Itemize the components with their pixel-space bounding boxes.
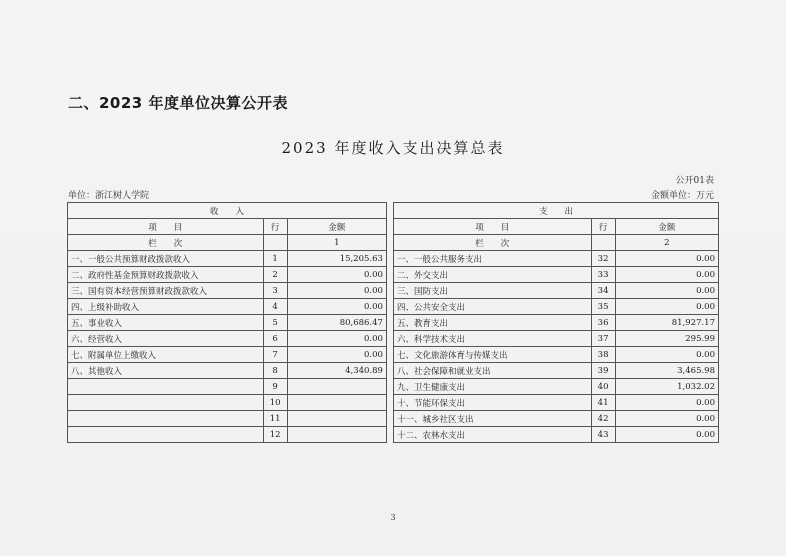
expense-item-cell: 九、卫生健康支出 bbox=[393, 379, 591, 395]
form-code: 公开01表 bbox=[675, 176, 714, 186]
income-item-cell: 一、一般公共预算财政拨款收入 bbox=[68, 251, 264, 267]
income-row-number: 11 bbox=[263, 411, 287, 427]
expense-item-cell: 一、一般公共服务支出 bbox=[393, 251, 591, 267]
income-row-number: 3 bbox=[263, 283, 287, 299]
income-header: 收 入 bbox=[68, 203, 387, 219]
income-row-number: 1 bbox=[263, 251, 287, 267]
table-row bbox=[68, 347, 719, 363]
income-item-cell: 五、事业收入 bbox=[68, 315, 264, 331]
expense-row-number: 36 bbox=[591, 315, 615, 331]
expense-column-label: 栏 次 bbox=[393, 235, 591, 251]
income-amount-cell: 0.00 bbox=[287, 267, 386, 283]
expense-row-number: 43 bbox=[591, 427, 615, 443]
expense-column-index: 2 bbox=[615, 235, 718, 251]
expense-item-cell: 六、科学技术支出 bbox=[393, 331, 591, 347]
expense-row-header: 行 bbox=[591, 219, 615, 235]
income-item-cell: 四、上级补助收入 bbox=[68, 299, 264, 315]
expense-row-number: 40 bbox=[591, 379, 615, 395]
table-row bbox=[68, 251, 719, 267]
expense-item-cell: 二、外交支出 bbox=[393, 267, 591, 283]
expense-amount-cell: 0.00 bbox=[615, 411, 718, 427]
expense-amount-cell: 0.00 bbox=[615, 251, 718, 267]
header-row-columns bbox=[68, 219, 719, 235]
income-column-label: 栏 次 bbox=[68, 235, 264, 251]
income-item-cell: 六、经营收入 bbox=[68, 331, 264, 347]
expense-item-cell: 十二、农林水支出 bbox=[393, 427, 591, 443]
income-item-cell: 三、国有资本经营预算财政拨款收入 bbox=[68, 283, 264, 299]
expense-amount-cell: 3,465.98 bbox=[615, 363, 718, 379]
table-row bbox=[68, 363, 719, 379]
income-row-number: 4 bbox=[263, 299, 287, 315]
income-amount-cell: 0.00 bbox=[287, 283, 386, 299]
income-amount-cell bbox=[287, 427, 386, 443]
income-item-cell: 二、政府性基金预算财政拨款收入 bbox=[68, 267, 264, 283]
expense-row-number: 33 bbox=[591, 267, 615, 283]
expense-amount-cell: 0.00 bbox=[615, 395, 718, 411]
income-amount-cell bbox=[287, 395, 386, 411]
expense-row-number: 32 bbox=[591, 251, 615, 267]
table-row bbox=[68, 267, 719, 283]
expense-item-cell: 十一、城乡社区支出 bbox=[393, 411, 591, 427]
expense-item-cell: 十、节能环保支出 bbox=[393, 395, 591, 411]
table-row bbox=[68, 427, 719, 443]
expense-row-number: 42 bbox=[591, 411, 615, 427]
income-row-number: 5 bbox=[263, 315, 287, 331]
expense-amount-cell: 0.00 bbox=[615, 347, 718, 363]
income-amount-header: 金额 bbox=[287, 219, 386, 235]
table-row bbox=[68, 299, 719, 315]
table-row bbox=[68, 411, 719, 427]
expense-amount-cell: 1,032.02 bbox=[615, 379, 718, 395]
document-title: 2023 年度收入支出决算总表 bbox=[281, 139, 505, 157]
expense-item-cell: 五、教育支出 bbox=[393, 315, 591, 331]
expense-row-number: 39 bbox=[591, 363, 615, 379]
income-item-cell: 七、附属单位上缴收入 bbox=[68, 347, 264, 363]
expense-row-number: 41 bbox=[591, 395, 615, 411]
income-row-number: 10 bbox=[263, 395, 287, 411]
income-column-index: 1 bbox=[287, 235, 386, 251]
income-amount-cell bbox=[287, 379, 386, 395]
income-item-cell bbox=[68, 395, 264, 411]
income-item-cell: 八、其他收入 bbox=[68, 363, 264, 379]
table-row bbox=[68, 379, 719, 395]
expense-amount-header: 金额 bbox=[615, 219, 718, 235]
expense-item-header: 项 目 bbox=[393, 219, 591, 235]
expense-row-number: 38 bbox=[591, 347, 615, 363]
income-expense-table bbox=[67, 202, 719, 443]
income-amount-cell: 0.00 bbox=[287, 347, 386, 363]
income-item-cell bbox=[68, 411, 264, 427]
expense-item-cell: 八、社会保障和就业支出 bbox=[393, 363, 591, 379]
income-item-cell bbox=[68, 427, 264, 443]
table-row bbox=[68, 395, 719, 411]
income-row-header: 行 bbox=[263, 219, 287, 235]
expense-amount-cell: 81,927.17 bbox=[615, 315, 718, 331]
income-amount-cell bbox=[287, 411, 386, 427]
expense-amount-cell: 0.00 bbox=[615, 427, 718, 443]
income-row-number: 9 bbox=[263, 379, 287, 395]
table-row bbox=[68, 283, 719, 299]
expense-row-number: 37 bbox=[591, 331, 615, 347]
expense-row-number: 34 bbox=[591, 283, 615, 299]
header-row-sections bbox=[68, 203, 719, 219]
income-amount-cell: 80,686.47 bbox=[287, 315, 386, 331]
expense-amount-cell: 0.00 bbox=[615, 283, 718, 299]
income-item-cell bbox=[68, 379, 264, 395]
expense-amount-cell: 295.99 bbox=[615, 331, 718, 347]
table-row bbox=[68, 331, 719, 347]
table-row bbox=[68, 315, 719, 331]
expense-header: 支 出 bbox=[393, 203, 718, 219]
income-amount-cell: 0.00 bbox=[287, 331, 386, 347]
amount-unit-label: 金额单位：万元 bbox=[650, 191, 714, 201]
income-row-number: 7 bbox=[263, 347, 287, 363]
income-amount-cell: 4,340.89 bbox=[287, 363, 386, 379]
expense-item-cell: 七、文化旅游体育与传媒支出 bbox=[393, 347, 591, 363]
page-number: 3 bbox=[390, 513, 396, 522]
expense-item-cell: 四、公共安全支出 bbox=[393, 299, 591, 315]
expense-item-cell: 三、国防支出 bbox=[393, 283, 591, 299]
income-amount-cell: 0.00 bbox=[287, 299, 386, 315]
income-row-number: 2 bbox=[263, 267, 287, 283]
expense-amount-cell: 0.00 bbox=[615, 299, 718, 315]
income-item-header: 项 目 bbox=[68, 219, 264, 235]
income-row-number: 8 bbox=[263, 363, 287, 379]
income-amount-cell: 15,205.63 bbox=[287, 251, 386, 267]
header-row-column-index bbox=[68, 235, 719, 251]
unit-label: 单位：浙江树人学院 bbox=[68, 191, 150, 201]
income-row-number: 12 bbox=[263, 427, 287, 443]
section-title: 二、2023 年度单位决算公开表 bbox=[68, 94, 288, 112]
expense-amount-cell: 0.00 bbox=[615, 267, 718, 283]
expense-row-number: 35 bbox=[591, 299, 615, 315]
income-row-number: 6 bbox=[263, 331, 287, 347]
